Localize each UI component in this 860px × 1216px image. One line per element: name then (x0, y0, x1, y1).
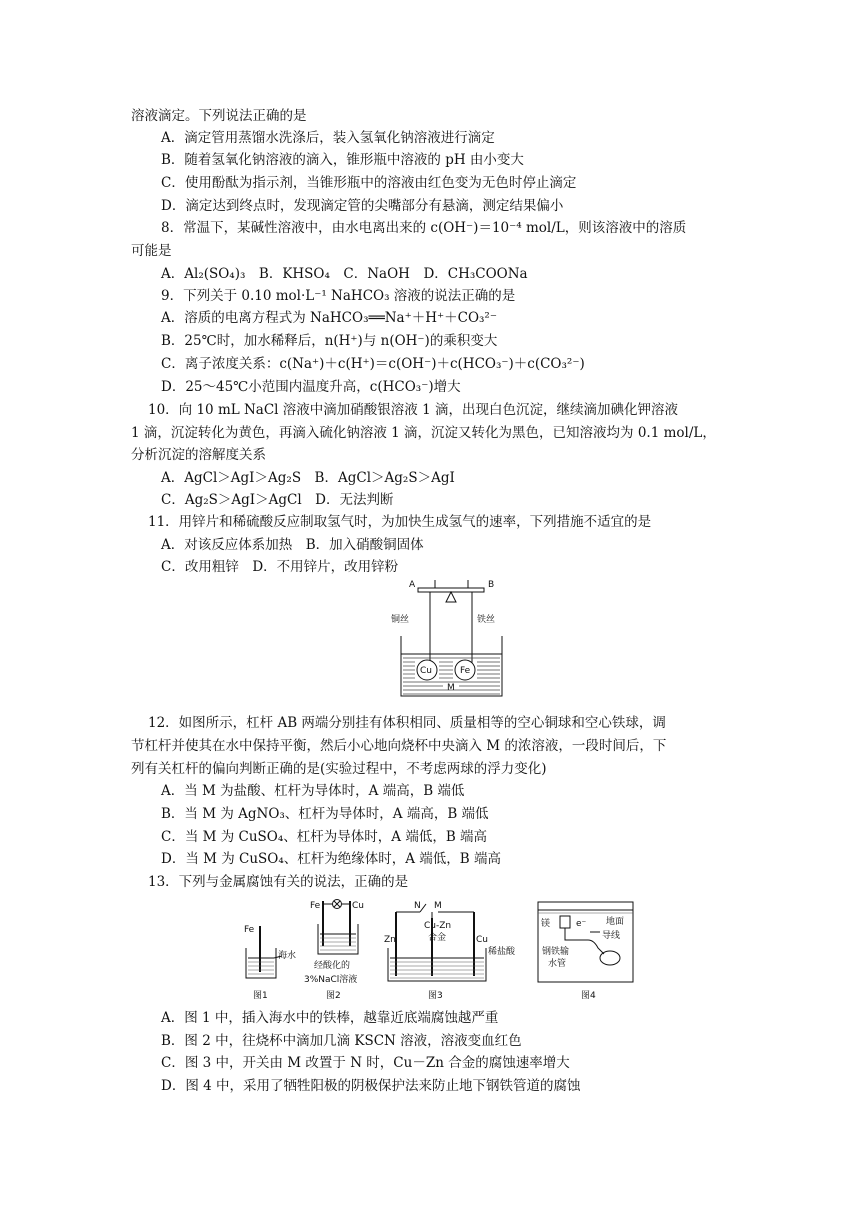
fig3-acid-label: 稀盐酸 (488, 947, 516, 957)
fig4-wire-label: 导线 (602, 931, 621, 941)
q7-option-d: D．滴定达到终点时，发现滴定管的尖嘴部分有悬滴，测定结果偏小 (161, 198, 564, 214)
fig3-caption: 图3 (428, 991, 443, 1001)
q9-stem: 9．下列关于 0.10 mol·L⁻¹ NaHCO₃ 溶液的说法正确的是 (161, 288, 516, 304)
q7-option-a: A．滴定管用蒸馏水洗涤后，装入氢氧化钠溶液进行滴定 (161, 130, 495, 146)
q11-options-cd: C．改用粗锌 D．不用锌片，改用锌粉 (161, 559, 399, 575)
lever-beaker-figure (385, 578, 515, 708)
q11-options-ab: A．对该反应体系加热 B．加入硝酸铜固体 (161, 537, 424, 553)
fig4-electron-label: e⁻ (576, 919, 587, 929)
fig2-caption: 图2 (326, 991, 341, 1001)
fulcrum-icon (446, 592, 456, 602)
q8-stem-line2: 可能是 (131, 243, 172, 259)
fig4-pipe-line1: 钢铁输 (542, 947, 570, 957)
q12-stem-line2: 节杠杆并使其在水中保持平衡，然后小心地向烧杯中央滴入 M 的浓溶液，一段时间后，下 (131, 738, 667, 754)
fig3-alloy-line1: Cu-Zn (424, 921, 452, 931)
q11-stem: 11．用锌片和稀硫酸反应制取氢气时，为加快生成氢气的速率，下列措施不适宜的是 (148, 514, 652, 530)
q10-options-cd: C．Ag₂S＞AgI＞AgCl D．无法判断 (161, 492, 394, 508)
lever-label-b: B (488, 580, 495, 590)
fig3-alloy-line2: 合金 (428, 933, 447, 943)
q10-options-ab: A．AgCl＞AgI＞Ag₂S B．AgCl＞Ag₂S＞AgI (161, 470, 455, 486)
fig3-zn-label: Zn (384, 935, 396, 945)
q9-option-c: C．离子浓度关系：c(Na⁺)＋c(H⁺)＝c(OH⁻)＋c(HCO₃⁻)＋c(CO₃²⁻) (161, 356, 585, 372)
fig2-fe-label: Fe (310, 901, 321, 911)
q8-stem-line1: 8．常温下，某碱性溶液中，由水电离出来的 c(OH⁻)＝10⁻⁴ mol/L，则该溶液中的溶质 (161, 220, 687, 236)
q7-stem-tail: 溶液滴定。下列说法正确的是 (131, 108, 307, 124)
fig1-caption: 图1 (253, 991, 268, 1001)
fig3-n-label: N (414, 901, 421, 911)
q10-stem-line3: 分析沉淀的溶解度关系 (131, 447, 266, 463)
fig2-label-line1: 经酸化的 (314, 961, 351, 971)
fig4-caption: 图4 (581, 991, 596, 1001)
fig2-label-line2: 3%NaCl溶液 (304, 975, 358, 985)
fig4-mg-label: 镁 (541, 919, 551, 929)
fig1-fe-label: Fe (244, 925, 255, 935)
q9-option-d: D．25～45℃小范围内温度升高，c(HCO₃⁻)增大 (161, 379, 461, 395)
q9-option-b: B．25℃时，加水稀释后，n(H⁺)与 n(OH⁻)的乘积变大 (161, 333, 498, 349)
fig4-pipe-line2: 水管 (548, 959, 567, 969)
fig3-cu-label: Cu (476, 935, 488, 945)
fig1-seawater-label: 海水 (278, 951, 297, 961)
fig2-cu-label: Cu (352, 901, 364, 911)
q7-option-b: B．随着氢氧化钠溶液的滴入，锥形瓶中溶液的 pH 由小变大 (161, 152, 524, 168)
q12-stem-line3: 列有关杠杆的偏向判断正确的是(实验过程中，不考虑两球的浮力变化) (131, 761, 547, 777)
lever-label-a: A (409, 580, 416, 590)
q8-options: A．Al₂(SO₄)₃ B．KHSO₄ C．NaOH D．CH₃COONa (161, 266, 528, 282)
fe-ball-label: Fe (460, 666, 471, 676)
q10-stem-line1: 10．向 10 mL NaCl 溶液中滴加硝酸银溶液 1 滴，出现白色沉淀，继续滴加碘化钾溶液 (148, 402, 678, 418)
q13-option-a: A．图 1 中，插入海水中的铁棒，越靠近底端腐蚀越严重 (161, 1010, 499, 1026)
q12-stem-line1: 12．如图所示，杠杆 AB 两端分别挂有体积相同、质量相等的空心铜球和空心铁球，调 (148, 715, 666, 731)
iron-wire-label: 铁丝 (477, 615, 496, 625)
q13-option-d: D．图 4 中，采用了牺牲阳极的阴极保护法来防止地下钢铁管道的腐蚀 (161, 1078, 581, 1094)
figure-4 (538, 902, 633, 982)
cu-ball-label: Cu (420, 666, 432, 676)
q10-stem-line2: 1 滴，沉淀转化为黄色，再滴入硫化钠溶液 1 滴，沉淀又转化为黑色，已知溶液均为 0.1 mol/L， (131, 425, 716, 441)
copper-wire-label: 铜丝 (391, 615, 410, 625)
magnesium-block (560, 916, 570, 928)
fig3-m-label: M (434, 901, 442, 911)
q12-option-c: C．当 M 为 CuSO₄、杠杆为导体时，A 端低，B 端高 (161, 829, 488, 845)
q13-option-c: C．图 3 中，开关由 M 改置于 N 时，Cu－Zn 合金的腐蚀速率增大 (161, 1055, 570, 1071)
q12-option-a: A．当 M 为盐酸、杠杆为导体时，A 端高，B 端低 (161, 783, 465, 799)
corrosion-figures (238, 896, 638, 1006)
q12-option-b: B．当 M 为 AgNO₃、杠杆为导体时，A 端高，B 端低 (161, 806, 489, 822)
q13-stem: 13．下列与金属腐蚀有关的说法，正确的是 (148, 874, 409, 890)
q9-option-a: A．溶质的电离方程式为 NaHCO₃══Na⁺＋H⁺＋CO₃²⁻ (161, 310, 497, 326)
q7-option-c: C．使用酚酞为指示剂，当锥形瓶中的溶液由红色变为无色时停止滴定 (161, 175, 577, 191)
m-label: M (447, 683, 455, 693)
q12-option-d: D．当 M 为 CuSO₄、杠杆为绝缘体时，A 端低，B 端高 (161, 851, 502, 867)
steel-pipe (600, 951, 620, 965)
fig4-ground-label: 地面 (606, 917, 625, 927)
q13-option-b: B．图 2 中，往烧杯中滴加几滴 KSCN 溶液，溶液变血红色 (161, 1033, 522, 1049)
